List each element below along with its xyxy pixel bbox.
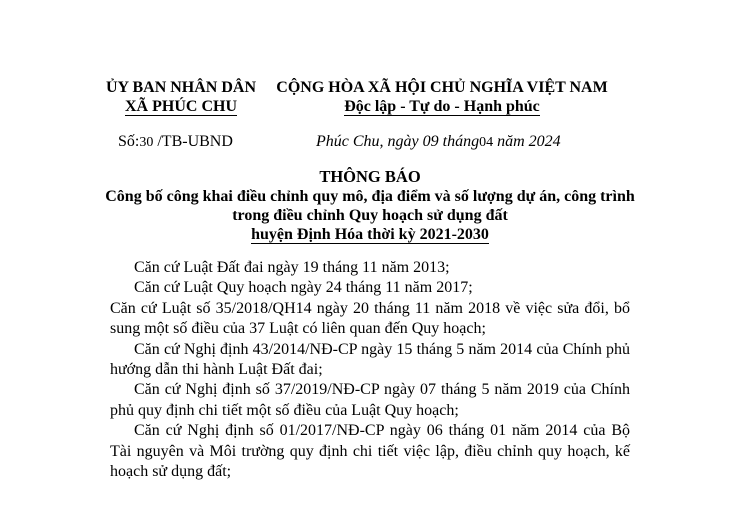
document-body <box>110 258 630 482</box>
legal-basis-1: Căn cứ Luật Đất đai ngày 19 tháng 11 năm 2013; <box>134 259 450 276</box>
authority-line1: ỦY BAN NHÂN DÂN <box>105 79 257 96</box>
legal-basis-4: Căn cứ Nghị định 43/2014/NĐ-CP ngày 15 tháng 5 năm 2014 của Chính phủ hướng dẫn thi hành Luật Đất đai; <box>110 340 630 379</box>
doc-number-value: 30 <box>139 135 154 150</box>
document-number <box>118 132 233 153</box>
doc-number-suffix: /TB-UBND <box>157 133 233 150</box>
legal-basis-6: Căn cứ Nghị định số 01/2017/NĐ-CP ngày 06 tháng 01 năm 2014 của Bộ Tài nguyên và Môi trường quy định chi tiết việc lập, điều chỉnh quy hoạch, kế hoạch sử dụng đất; <box>110 422 630 481</box>
date-year: năm 2024 <box>497 133 561 150</box>
title-line-2: trong điều chỉnh Quy hoạch sử dụng đất <box>232 207 508 224</box>
document-title-block <box>60 166 680 244</box>
document-title: THÔNG BÁO <box>319 167 421 186</box>
national-motto: Độc lập - Tự do - Hạnh phúc <box>344 98 540 115</box>
doc-number-prefix: Số: <box>118 133 140 150</box>
issuing-authority <box>96 78 266 116</box>
legal-basis-3: Căn cứ Luật số 35/2018/QH14 ngày 20 tháng 11 năm 2018 về việc sửa đổi, bổ sung một số điều của 37 Luật có liên quan đến Quy hoạch; <box>110 299 630 338</box>
legal-basis-2: Căn cứ Luật Quy hoạch ngày 24 tháng 11 năm 2017; <box>134 279 473 297</box>
issue-date <box>316 132 561 153</box>
date-month: 04 <box>479 135 494 150</box>
national-name: CỘNG HÒA XÃ HỘI CHỦ NGHĨA VIỆT NAM <box>276 79 608 96</box>
authority-line2: XÃ PHÚC CHU <box>125 98 237 115</box>
legal-basis-5: Căn cứ Nghị định số 37/2019/NĐ-CP ngày 07 tháng 5 năm 2019 của Chính phủ quy định chi tiết một số điều của Luật Quy hoạch; <box>110 381 630 419</box>
title-line-1: Công bố công khai điều chỉnh quy mô, địa điểm và số lượng dự án, công trình <box>105 188 635 205</box>
date-place-day: Phúc Chu, ngày 09 tháng <box>316 133 480 150</box>
title-line-3: huyện Định Hóa thời kỳ 2021-2030 <box>251 226 489 243</box>
national-header <box>268 78 616 116</box>
